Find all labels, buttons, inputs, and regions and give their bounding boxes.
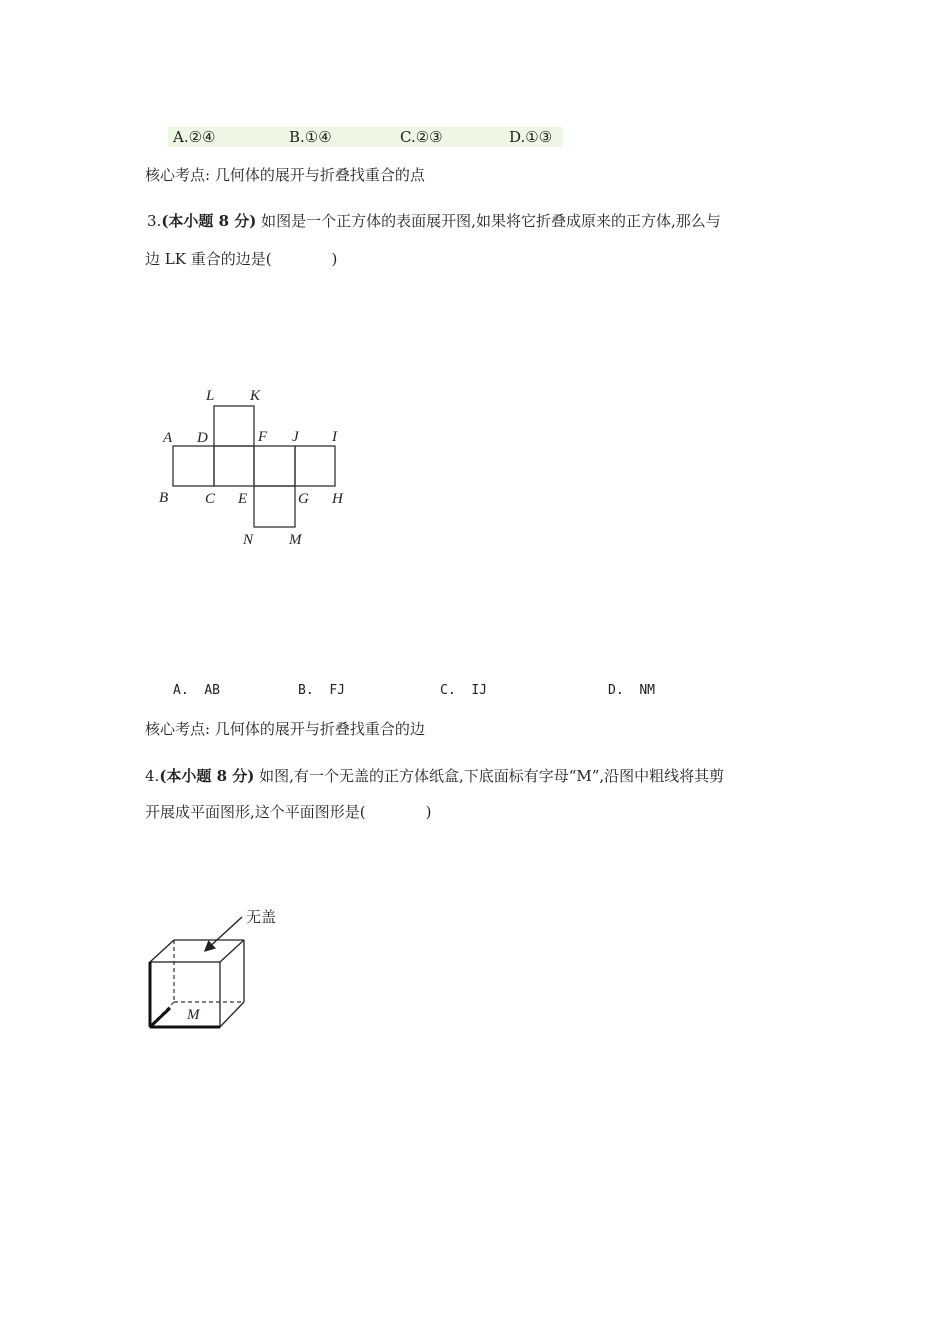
net-square-top bbox=[214, 406, 254, 446]
net-square-bottom bbox=[254, 486, 295, 527]
q4-line-1 bbox=[145, 765, 724, 786]
label-i: I bbox=[332, 429, 337, 445]
label-k: K bbox=[250, 388, 261, 404]
bottom-m-label: M bbox=[187, 1007, 200, 1023]
question-text: 如图,有一个无盖的正方体纸盒,下底面标有字母“M”,沿图中粗线将其剪 bbox=[259, 767, 725, 785]
label-j: J bbox=[292, 429, 299, 445]
cut-lines bbox=[150, 962, 220, 1027]
q3-option-d bbox=[608, 683, 655, 698]
net-square-4 bbox=[295, 446, 335, 486]
option-letter: D. bbox=[608, 683, 624, 698]
q3-option-b bbox=[298, 683, 345, 698]
q3-option-c bbox=[440, 683, 487, 698]
q3-line-1 bbox=[147, 210, 721, 231]
label-n: N bbox=[243, 532, 254, 548]
option-letter: A. bbox=[173, 683, 189, 698]
option-value: NM bbox=[639, 683, 655, 698]
q2-core-point: 核心考点: 几何体的展开与折叠找重合的点 bbox=[145, 166, 425, 184]
option-letter: C. bbox=[440, 683, 456, 698]
label-l: L bbox=[206, 388, 215, 404]
open-box-figure bbox=[140, 898, 310, 1038]
option-value: FJ bbox=[329, 683, 345, 698]
cube-net-figure bbox=[150, 378, 370, 558]
option-value: ①③ bbox=[525, 128, 553, 146]
option-letter: B. bbox=[289, 128, 305, 146]
option-value: ②③ bbox=[415, 128, 443, 146]
q3-line-2: 边 LK 重合的边是( ) bbox=[145, 250, 338, 268]
q2-option-b bbox=[289, 128, 332, 146]
label-m: M bbox=[289, 532, 302, 548]
q4-line-2: 开展成平面图形,这个平面图形是( ) bbox=[145, 803, 432, 821]
question-number: 3. bbox=[147, 212, 162, 230]
net-square-1 bbox=[173, 446, 214, 486]
option-letter: A. bbox=[173, 128, 189, 146]
option-letter: C. bbox=[400, 128, 416, 146]
option-value: AB bbox=[204, 683, 220, 698]
options-highlight bbox=[168, 127, 563, 147]
label-a: A bbox=[163, 430, 173, 446]
question-number: 4. bbox=[145, 767, 160, 785]
label-b: B bbox=[159, 490, 169, 506]
option-value: ②④ bbox=[188, 128, 216, 146]
label-e: E bbox=[238, 491, 248, 507]
q2-option-a bbox=[173, 128, 216, 146]
option-value: IJ bbox=[471, 683, 487, 698]
label-g: G bbox=[298, 491, 309, 507]
question-tag: (本小题 8 分) bbox=[161, 212, 257, 230]
option-letter: B. bbox=[298, 683, 314, 698]
label-d: D bbox=[197, 430, 208, 446]
net-square-3 bbox=[254, 446, 295, 486]
arrow-icon bbox=[206, 917, 242, 950]
q2-option-c bbox=[400, 128, 443, 146]
q3-option-a bbox=[173, 683, 220, 698]
label-c: C bbox=[205, 491, 216, 507]
question-text: 如图是一个正方体的表面展开图,如果将它折叠成原来的正方体,那么与 bbox=[261, 212, 721, 230]
net-squares bbox=[173, 406, 335, 527]
question-tag: (本小题 8 分) bbox=[159, 767, 255, 785]
option-value: ①④ bbox=[304, 128, 332, 146]
label-h: H bbox=[332, 491, 343, 507]
no-lid-label: 无盖 bbox=[246, 908, 277, 926]
label-f: F bbox=[258, 429, 268, 445]
net-square-2 bbox=[214, 446, 254, 486]
q2-option-d bbox=[509, 128, 552, 146]
option-letter: D. bbox=[509, 128, 526, 146]
q3-core-point: 核心考点: 几何体的展开与折叠找重合的边 bbox=[145, 720, 425, 738]
